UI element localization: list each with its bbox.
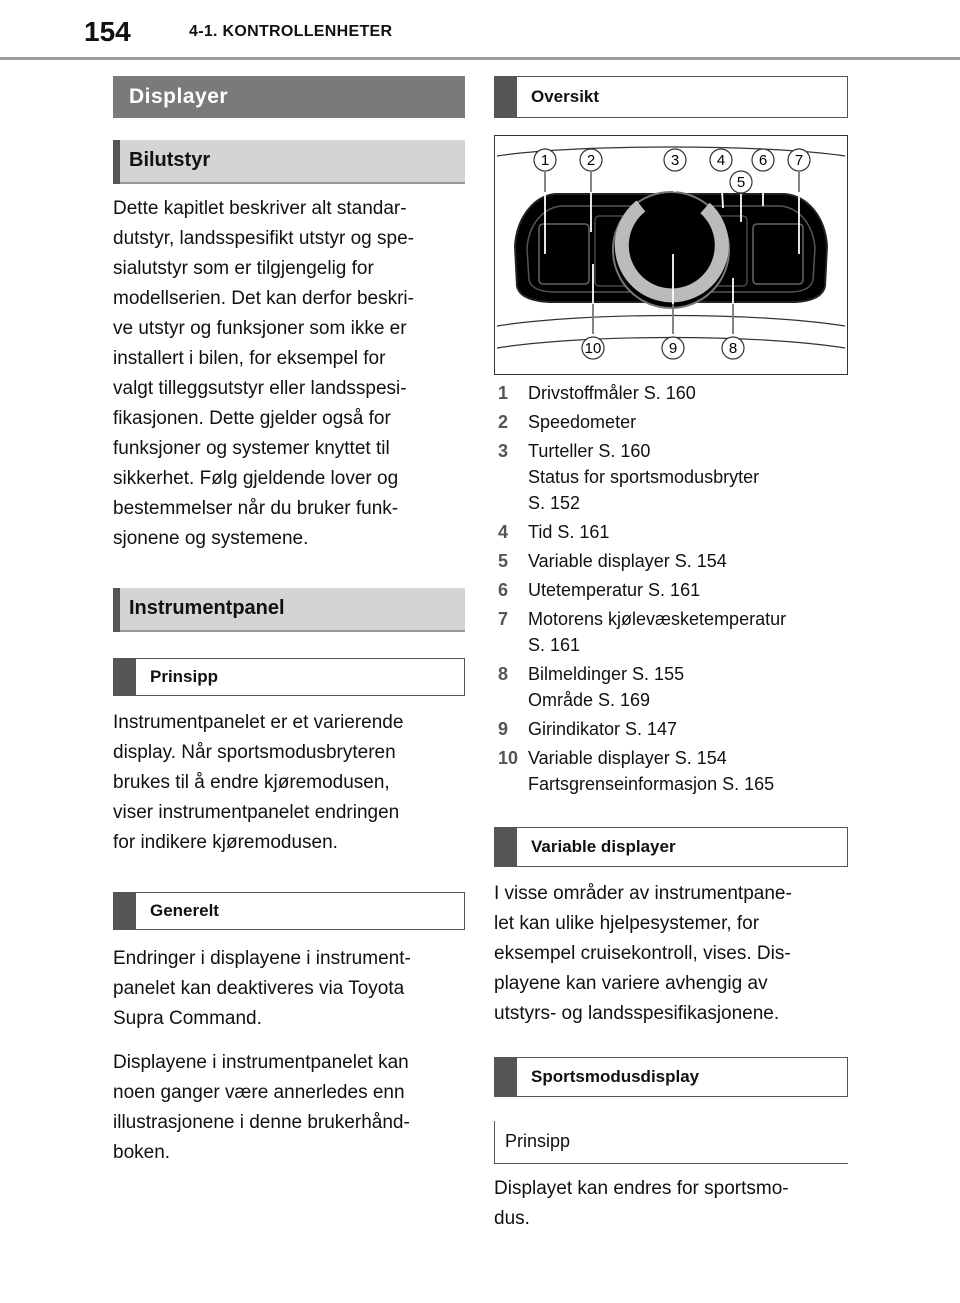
callout-number: 2 [586, 152, 596, 169]
text-line: utstyrs- og landsspesifikasjonene. [494, 1003, 780, 1024]
legend-text: Turteller S. 160 [528, 441, 651, 461]
callout-legend [494, 380, 848, 797]
chapter-section-title: Displayer [113, 76, 465, 118]
text-line: sjonene og systemene. [113, 528, 309, 549]
legend-item [494, 438, 848, 516]
legend-number: 9 [498, 719, 509, 739]
text-line: for indikere kjøremodusen. [113, 832, 338, 853]
legend-item [494, 380, 848, 406]
legend-text: Drivstoffmåler S. 160 [528, 383, 696, 403]
legend-item [494, 548, 848, 574]
section-heading-bilutstyr: Bilutstyr [113, 140, 465, 184]
subheading-prinsipp-sport: Prinsipp [494, 1121, 848, 1164]
legend-text: Status for sportsmodusbryter [528, 467, 760, 487]
instrument-cluster-drawing [495, 136, 847, 374]
callout-number: 6 [758, 152, 768, 169]
text-line: installert i bilen, for eksempel for [113, 348, 386, 369]
subheading-sportsmodusdisplay: Sportsmodusdisplay [494, 1057, 848, 1097]
page-number: 154 [84, 16, 131, 47]
callout-number: 10 [584, 340, 602, 357]
text-line: sikkerhet. Følg gjeldende lover og [113, 468, 399, 489]
text-line: dus. [494, 1208, 530, 1229]
text-line: funksjoner og systemer knyttet til [113, 438, 390, 459]
text-line: I visse områder av instrumentpane- [494, 883, 792, 904]
callout-number: 8 [728, 340, 738, 357]
legend-number: 6 [498, 580, 509, 600]
legend-item [494, 606, 848, 658]
legend-number: 2 [498, 412, 509, 432]
legend-number: 5 [498, 551, 509, 571]
text-line: dutstyr, landsspesifikt utstyr og spe- [113, 228, 414, 249]
legend-number: 3 [498, 441, 509, 461]
callout-number: 3 [670, 152, 680, 169]
legend-text: Speedometer [528, 412, 637, 432]
text-line: Displayene i instrumentpanelet kan [113, 1052, 409, 1073]
text-line: Displayet kan endres for sportsmo- [494, 1178, 789, 1199]
callout-number: 5 [736, 174, 746, 191]
legend-text: Tid S. 161 [528, 522, 610, 542]
text-line: panelet kan deaktiveres via Toyota [113, 978, 405, 999]
generelt-paragraph-1 [113, 944, 465, 1034]
legend-text: Utetemperatur S. 161 [528, 580, 701, 600]
legend-number: 4 [498, 522, 509, 542]
sport-paragraph [494, 1174, 848, 1234]
text-line: brukes til å endre kjøremodusen, [113, 772, 390, 793]
page-header [0, 0, 960, 60]
legend-text: S. 152 [528, 493, 581, 513]
legend-item [494, 577, 848, 603]
legend-text: Bilmeldinger S. 155 [528, 664, 685, 684]
legend-text: Girindikator S. 147 [528, 719, 678, 739]
text-line: fikasjonen. Dette gjelder også for [113, 408, 391, 429]
text-line: noen ganger være annerledes enn [113, 1082, 405, 1103]
generelt-paragraph-2 [113, 1048, 465, 1168]
text-line: Dette kapitlet beskriver alt standar- [113, 198, 407, 219]
subheading-generelt: Generelt [113, 892, 465, 930]
legend-text: Fartsgrenseinformasjon S. 165 [528, 774, 775, 794]
legend-item [494, 409, 848, 435]
legend-item [494, 716, 848, 742]
callout-number: 7 [794, 152, 804, 169]
right-column [494, 76, 848, 1234]
text-line: illustrasjonene i denne brukerhånd- [113, 1112, 410, 1133]
text-line: viser instrumentpanelet endringen [113, 802, 400, 823]
text-line: eksempel cruisekontroll, vises. Dis- [494, 943, 791, 964]
text-line: bestemmelser når du bruker funk- [113, 498, 399, 519]
header-rule [0, 57, 960, 60]
text-line: Endringer i displayene i instrument- [113, 948, 411, 969]
legend-text: Område S. 169 [528, 690, 651, 710]
legend-text: Variable displayer S. 154 [528, 748, 727, 768]
callout-number: 1 [540, 152, 550, 169]
subheading-variable-displayer: Variable displayer [494, 827, 848, 867]
subheading-oversikt: Oversikt [494, 76, 848, 118]
bilutstyr-paragraph [113, 194, 465, 554]
section-heading-instrumentpanel: Instrumentpanel [113, 588, 465, 632]
legend-text: Variable displayer S. 154 [528, 551, 727, 571]
legend-item [494, 661, 848, 713]
text-line: valgt tilleggsutstyr eller landsspesi- [113, 378, 407, 399]
chapter-title: 4-1. KONTROLLENHETER [189, 23, 393, 40]
legend-number: 8 [498, 664, 509, 684]
legend-number: 10 [498, 748, 519, 768]
text-line: ve utstyr og funksjoner som ikke er [113, 318, 407, 339]
legend-text: S. 161 [528, 635, 581, 655]
callout-number: 4 [716, 152, 726, 169]
prinsipp-paragraph [113, 708, 465, 858]
text-line: Instrumentpanelet er et varierende [113, 712, 404, 733]
text-line: let kan ulike hjelpesystemer, for [494, 913, 760, 934]
legend-number: 7 [498, 609, 509, 629]
text-line: playene kan variere avhengig av [494, 973, 768, 994]
legend-number: 1 [498, 383, 509, 403]
variable-paragraph [494, 879, 848, 1029]
dash-line-bottom-1 [497, 316, 845, 327]
legend-item [494, 519, 848, 545]
left-column [113, 76, 465, 1168]
text-line: sialutstyr som er tilgjengelig for [113, 258, 374, 279]
text-line: boken. [113, 1142, 171, 1163]
subheading-prinsipp: Prinsipp [113, 658, 465, 696]
callout-number: 9 [668, 340, 678, 357]
text-line: modellserien. Det kan derfor beskri- [113, 288, 414, 309]
text-line: Supra Command. [113, 1008, 262, 1029]
legend-item [494, 745, 848, 797]
instrument-panel-illustration [494, 135, 848, 375]
legend-text: Motorens kjølevæsketemperatur [528, 609, 787, 629]
text-line: display. Når sportsmodusbryteren [113, 742, 396, 763]
